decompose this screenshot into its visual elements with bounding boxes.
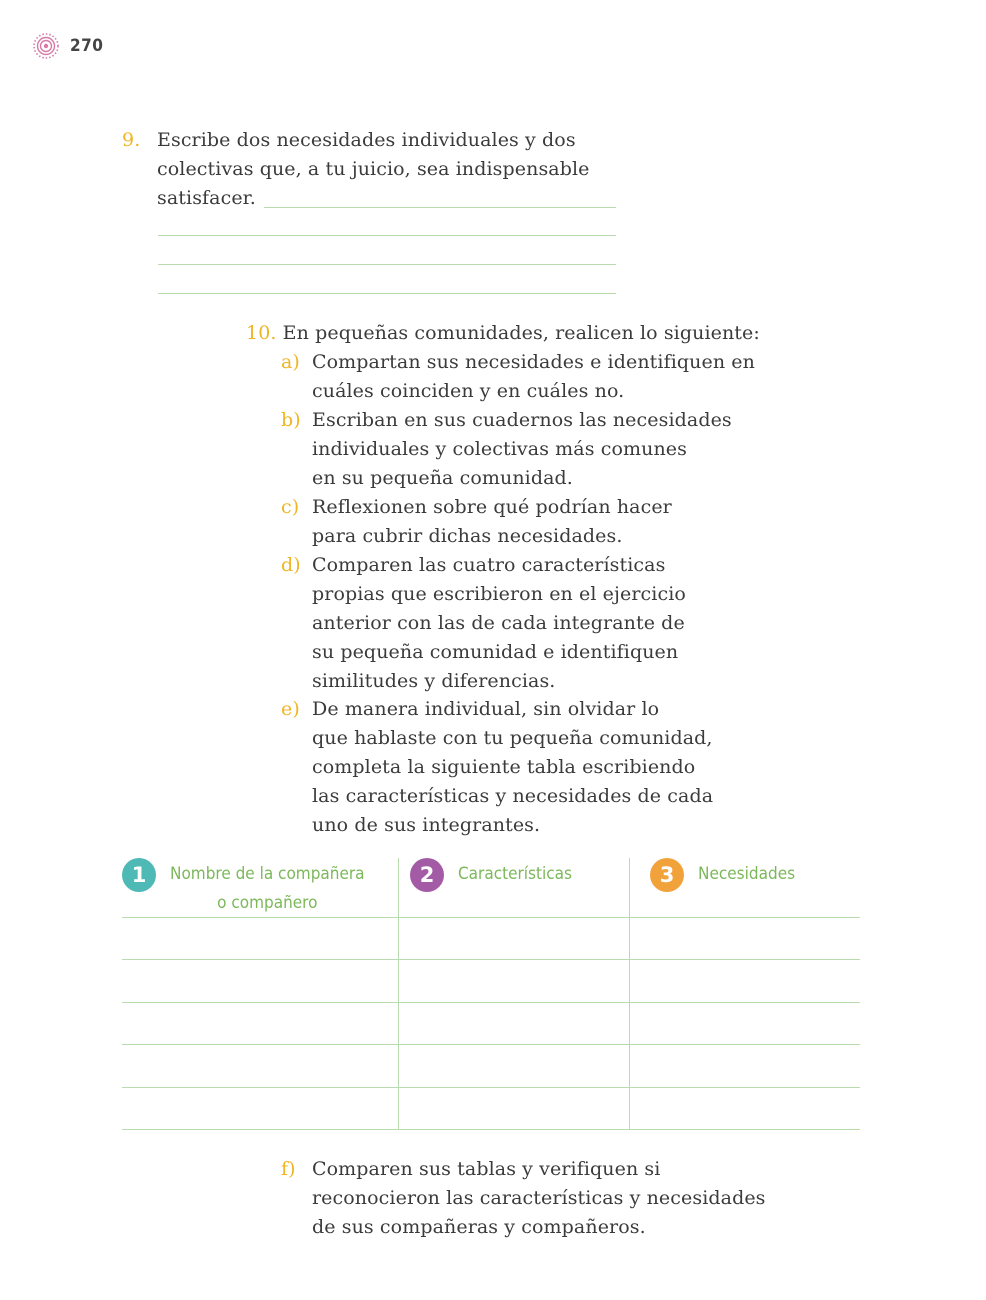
page-header [32,32,103,60]
column-header-label [170,860,365,918]
question-9-number: 9. [122,129,141,151]
page-number: 270 [70,36,104,56]
header-line: Nombre de la compañera [170,864,365,884]
text-line: Escriban en sus cuadernos las necesidades [312,409,732,431]
text-line: su pequeña comunidad e identifiquen [312,641,679,663]
item-letter: b) [281,409,301,431]
text-line: Comparen las cuatro características [312,554,666,576]
row-line[interactable] [122,1129,860,1130]
text-line: reconocieron las características y necesidades [312,1187,766,1209]
question-10-heading [246,319,760,348]
item-letter: d) [281,554,301,576]
answer-line[interactable] [264,207,616,208]
text-line: Comparen sus tablas y verifiquen si [312,1158,661,1180]
text-line: completa la siguiente tabla escribiendo [312,756,696,778]
number-badge-3: 3 [650,858,684,892]
question-9-text [157,126,617,213]
column-header-needs [650,858,860,892]
number-badge-1: 1 [122,858,156,892]
text-line: satisfacer. [157,187,256,209]
text-line: individuales y colectivas más comunes [312,438,687,460]
text-line: que hablaste con tu pequeña comunidad, [312,727,713,749]
text-line: propias que escribieron en el ejercicio [312,583,686,605]
row-line[interactable] [122,1087,860,1088]
answer-line[interactable] [158,235,616,236]
column-header-label: Necesidades [698,864,796,884]
number-badge-2: 2 [410,858,444,892]
characteristics-table [122,858,860,1130]
text-line: uno de sus integrantes. [312,814,541,836]
text-line: De manera individual, sin olvidar lo [312,698,660,720]
column-header-characteristics [410,858,630,892]
item-letter: c) [281,496,300,518]
item-letter: f) [281,1158,296,1180]
text-line: las características y necesidades de cada [312,785,714,807]
column-divider [398,858,399,1130]
row-line[interactable] [122,959,860,960]
text-line: de sus compañeras y compañeros. [312,1216,646,1238]
mandala-ornament-icon [32,32,60,60]
header-line: o compañero [217,893,318,913]
answer-line[interactable] [158,293,616,294]
row-line[interactable] [122,1002,860,1003]
column-header-label: Características [458,864,573,884]
question-10-intro: En pequeñas comunidades, realicen lo siguiente: [282,322,760,344]
text-line: Reflexionen sobre qué podrían hacer [312,496,672,518]
question-10-number: 10. [246,322,277,344]
answer-line[interactable] [158,264,616,265]
row-line[interactable] [122,1044,860,1045]
column-divider [629,858,630,1130]
row-line [122,917,860,918]
text-line: similitudes y diferencias. [312,670,556,692]
text-line: Compartan sus necesidades e identifiquen en [312,351,755,373]
text-line: colectivas que, a tu juicio, sea indispensable [157,158,590,180]
item-letter: a) [281,351,300,373]
text-line: Escribe dos necesidades individuales y dos [157,129,576,151]
text-line: anterior con las de cada integrante de [312,612,685,634]
text-line: para cubrir dichas necesidades. [312,525,623,547]
text-line: en su pequeña comunidad. [312,467,573,489]
item-letter: e) [281,698,300,720]
text-line: cuáles coinciden y en cuáles no. [312,380,625,402]
column-header-name [122,858,392,918]
